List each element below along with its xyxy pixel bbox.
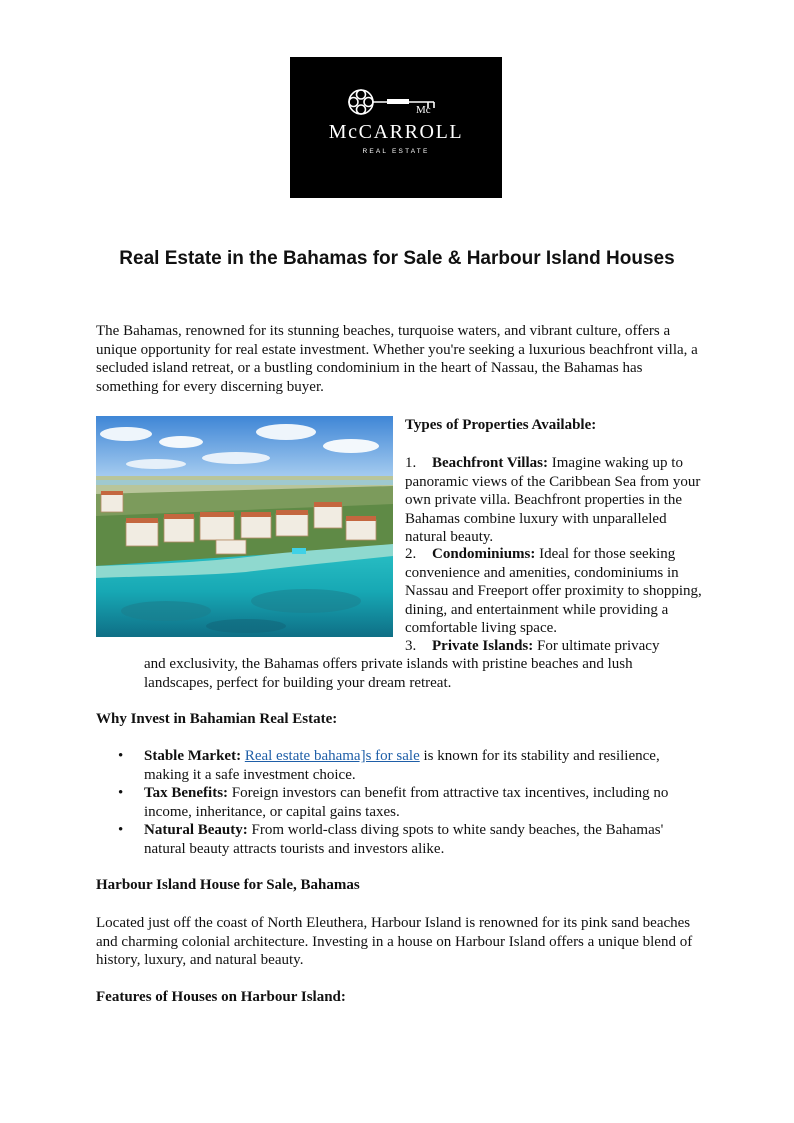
list-text: Foreign investors can benefit from attractive tax incentives, including no income, inheritance, or capital gains taxes.	[144, 785, 669, 820]
list-label: Beachfront Villas:	[432, 455, 548, 471]
list-item	[405, 637, 703, 656]
list-item	[96, 747, 700, 784]
aerial-resort-photo	[96, 416, 393, 637]
harbour-paragraph: Located just off the coast of North Eleuthera, Harbour Island is renowned for its pink sand beaches and charming colonial architecture. Investing in a house on Harbour Island offers a unique blend of history, luxury, and natural beauty.	[96, 915, 693, 969]
list-number: 2.	[405, 546, 417, 562]
list-text: is known for its stability and resilience, making it a safe investment choice.	[144, 748, 660, 783]
list-label: Tax Benefits:	[144, 785, 229, 802]
bullet-icon: •	[118, 785, 124, 802]
features-heading: Features of Houses on Harbour Island:	[96, 989, 346, 1005]
page-title: Real Estate in the Bahamas for Sale & Harbour Island Houses	[119, 248, 675, 269]
list-item	[96, 784, 700, 821]
list-text: Imagine waking up to panoramic views of the Caribbean Sea from your own private villa. Beachfront properties in the Bahamas combine luxury with unparalleled natural beauty.	[405, 455, 701, 546]
benefits-list	[96, 747, 700, 859]
real-estate-link[interactable]: Real estate bahama]s for sale	[244, 748, 420, 764]
logo-subtitle: REAL ESTATE	[362, 148, 430, 155]
types-heading: Types of Properties Available:	[405, 417, 597, 433]
list-label: Condominiums:	[432, 546, 536, 562]
list-item	[96, 821, 700, 858]
list-text-continued: and exclusivity, the Bahamas offers private islands with pristine beaches and lush landscapes, perfect for building your dream retreat.	[144, 656, 633, 691]
list-text: Ideal for those seeking convenience and amenities, condominiums in Nassau and Freeport offer proximity to shopping, dining, and entertainment while providing a comfortable living space.	[405, 546, 702, 637]
key-emblem-icon	[346, 87, 446, 117]
intro-paragraph: The Bahamas, renowned for its stunning beaches, turquoise waters, and vibrant culture, offers a unique opportunity for real estate investment. Whether you're seeking a luxurious beachfront villa, a secluded island retreat, or a bustling condominium in the heart of Nassau, the Bahamas has something for every discerning buyer.	[96, 323, 698, 395]
list-text: From world-class diving spots to white sandy beaches, the Bahamas' natural beauty attracts tourists and investors alike.	[144, 822, 664, 857]
list-label: Natural Beauty:	[144, 822, 248, 839]
list-label: Private Islands:	[432, 638, 534, 654]
list-number: 3.	[405, 638, 417, 654]
list-item	[405, 545, 703, 638]
company-logo	[290, 57, 502, 198]
list-label: Stable Market:	[144, 748, 242, 764]
list-number: 1.	[405, 455, 417, 471]
bullet-icon: •	[118, 748, 124, 764]
list-item	[405, 454, 703, 547]
harbour-heading: Harbour Island House for Sale, Bahamas	[96, 877, 360, 893]
bullet-icon: •	[118, 822, 124, 839]
logo-wordmark: McCARROLL	[328, 121, 464, 143]
why-invest-heading: Why Invest in Bahamian Real Estate:	[96, 711, 338, 727]
list-text: For ultimate privacy	[533, 638, 660, 654]
logo-mc-mark: Mc	[416, 104, 431, 116]
